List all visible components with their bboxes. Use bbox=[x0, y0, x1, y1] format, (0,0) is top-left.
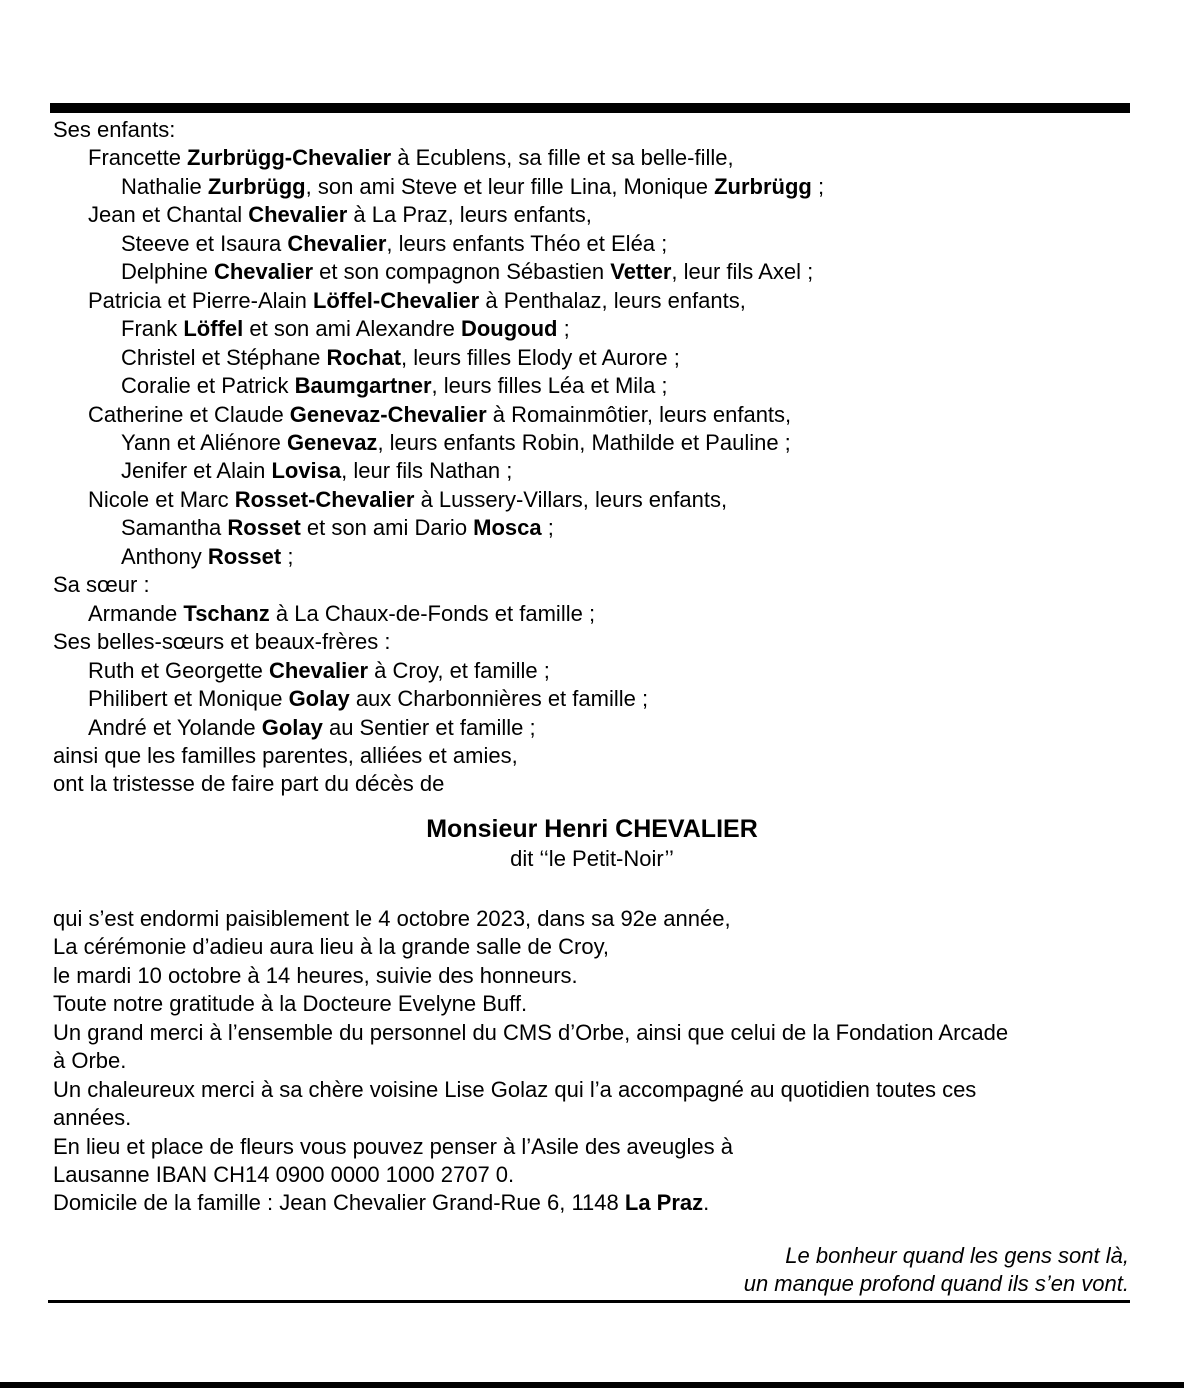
text-line bbox=[53, 372, 1131, 400]
text-segment: ; bbox=[557, 316, 570, 342]
text-line bbox=[53, 1019, 1131, 1047]
text-segment: Genevaz bbox=[286, 429, 378, 455]
text-segment: Catherine et Claude bbox=[88, 401, 290, 427]
text-line bbox=[53, 905, 1131, 933]
text-segment: Un chaleureux merci à sa chère voisine Lise Golaz qui l’a accompagné au quotidien toutes ces bbox=[53, 1076, 977, 1102]
text-segment: Le bonheur quand les gens sont là, bbox=[785, 1242, 1129, 1268]
obituary-content bbox=[53, 116, 1131, 1299]
text-segment: Toute notre gratitude à la Docteure Evelyne Buff. bbox=[53, 991, 528, 1017]
text-segment: ainsi que les familles parentes, alliées et amies, bbox=[53, 742, 518, 768]
text-segment: Rosset-Chevalier bbox=[234, 486, 415, 512]
text-segment: à Ecublens, sa fille et sa belle-fille, bbox=[391, 145, 734, 171]
text-segment: Sa sœur : bbox=[53, 572, 150, 598]
text-line bbox=[53, 116, 1131, 144]
text-segment: à La Praz, leurs enfants, bbox=[347, 202, 592, 228]
text-segment: Golay bbox=[261, 714, 323, 740]
text-line bbox=[53, 657, 1131, 685]
text-line bbox=[53, 742, 1131, 770]
text-line bbox=[53, 201, 1131, 229]
text-segment: aux Charbonnières et famille ; bbox=[349, 686, 649, 712]
text-line bbox=[53, 315, 1131, 343]
text-segment: Lausanne IBAN CH14 0900 0000 1000 2707 0. bbox=[53, 1161, 515, 1187]
text-line bbox=[53, 344, 1131, 372]
family-list bbox=[53, 116, 1131, 799]
text-segment: Anthony bbox=[121, 543, 208, 569]
text-segment: Baumgartner bbox=[294, 373, 432, 399]
text-segment: ; bbox=[281, 543, 294, 569]
text-segment: Chevalier bbox=[248, 202, 348, 228]
text-segment: En lieu et place de fleurs vous pouvez penser à l’Asile des aveugles à bbox=[53, 1133, 733, 1159]
text-segment: et son ami Dario bbox=[300, 515, 474, 541]
quote-block bbox=[53, 1242, 1131, 1299]
text-segment: Frank bbox=[121, 316, 184, 342]
text-segment: Chevalier bbox=[269, 657, 369, 683]
text-segment: Genevaz-Chevalier bbox=[289, 401, 487, 427]
text-segment: Un grand merci à l’ensemble du personnel du CMS d’Orbe, ainsi que celui de la Fondation Arcade bbox=[53, 1019, 1009, 1045]
text-line bbox=[53, 962, 1131, 990]
text-segment: à Penthalaz, leurs enfants, bbox=[479, 287, 746, 313]
text-segment: Lovisa bbox=[271, 458, 342, 484]
text-segment: Nathalie bbox=[121, 173, 208, 199]
text-line bbox=[53, 685, 1131, 713]
text-segment: Mosca bbox=[473, 515, 542, 541]
text-segment: Christel et Stéphane bbox=[121, 344, 327, 370]
text-segment: Löffel-Chevalier bbox=[312, 287, 480, 313]
text-segment: Ses belles-sœurs et beaux-frères : bbox=[53, 629, 391, 655]
text-segment: Tschanz bbox=[183, 600, 270, 626]
text-segment: et son compagnon Sébastien bbox=[313, 259, 611, 285]
text-line bbox=[53, 230, 1131, 258]
text-line bbox=[53, 1189, 1131, 1217]
text-line bbox=[53, 1047, 1131, 1075]
text-segment: à Croy, et famille ; bbox=[368, 657, 550, 683]
text-segment: le mardi 10 octobre à 14 heures, suivie des honneurs. bbox=[53, 962, 578, 988]
text-line bbox=[53, 144, 1131, 172]
text-segment: Francette bbox=[88, 145, 188, 171]
text-segment: Domicile de la famille : Jean Chevalier Grand-Rue 6, 1148 bbox=[53, 1190, 625, 1216]
text-segment: Jean et Chantal bbox=[88, 202, 249, 228]
text-segment: Rosset bbox=[207, 543, 282, 569]
page-bottom-edge-bar bbox=[0, 1382, 1184, 1388]
text-segment: au Sentier et famille ; bbox=[322, 714, 536, 740]
text-line bbox=[53, 628, 1131, 656]
text-line bbox=[53, 514, 1131, 542]
text-segment: Philibert et Monique bbox=[88, 686, 289, 712]
text-segment: qui s’est endormi paisiblement le 4 octobre 2023, dans sa 92e année, bbox=[53, 905, 731, 931]
text-line bbox=[53, 173, 1131, 201]
announcement-block bbox=[53, 905, 1131, 1218]
text-line bbox=[53, 1104, 1131, 1132]
text-line bbox=[53, 1076, 1131, 1104]
text-segment: Delphine bbox=[121, 259, 214, 285]
text-line bbox=[53, 258, 1131, 286]
text-segment: à Orbe. bbox=[53, 1048, 127, 1074]
deceased-name: Monsieur Henri CHEVALIER bbox=[426, 814, 758, 843]
text-line bbox=[53, 287, 1131, 315]
footer-separator-line bbox=[48, 1300, 1130, 1303]
text-segment: à La Chaux-de-Fonds et famille ; bbox=[269, 600, 596, 626]
text-segment: Ses enfants: bbox=[53, 117, 176, 142]
text-segment: Chevalier bbox=[287, 230, 387, 256]
top-divider-bar bbox=[50, 103, 1130, 113]
text-line bbox=[53, 1161, 1131, 1189]
text-segment: Yann et Aliénore bbox=[121, 429, 287, 455]
text-segment: Nicole et Marc bbox=[88, 486, 235, 512]
text-line bbox=[53, 990, 1131, 1018]
text-segment: Steeve et Isaura bbox=[121, 230, 288, 256]
text-line bbox=[53, 1270, 1129, 1299]
text-segment: Dougoud bbox=[460, 316, 558, 342]
text-line bbox=[53, 429, 1131, 457]
text-line bbox=[53, 933, 1131, 961]
text-segment: , leurs filles Léa et Mila ; bbox=[431, 373, 668, 399]
text-line bbox=[53, 1133, 1131, 1161]
text-segment: , leurs filles Elody et Aurore ; bbox=[401, 344, 680, 370]
text-segment: La Praz bbox=[624, 1190, 704, 1216]
deceased-nickname: dit ‘‘le Petit-Noir’’ bbox=[510, 845, 674, 871]
text-segment: Armande bbox=[88, 600, 184, 626]
text-segment: ; bbox=[541, 515, 554, 541]
text-segment: , leurs enfants Robin, Mathilde et Pauline ; bbox=[377, 429, 791, 455]
text-segment: Zurbrügg bbox=[714, 173, 812, 199]
text-segment: , son ami Steve et leur fille Lina, Monique bbox=[305, 173, 715, 199]
text-segment: un manque profond quand ils s’en vont. bbox=[743, 1271, 1129, 1297]
text-line bbox=[53, 486, 1131, 514]
text-segment: . bbox=[703, 1190, 710, 1216]
text-line bbox=[53, 714, 1131, 742]
text-segment: Rosset bbox=[227, 515, 301, 541]
text-segment: Ruth et Georgette bbox=[88, 657, 269, 683]
text-line bbox=[53, 1242, 1129, 1271]
text-segment: Zurbrügg bbox=[207, 173, 306, 199]
text-segment: à Romainmôtier, leurs enfants, bbox=[486, 401, 792, 427]
text-line bbox=[53, 457, 1131, 485]
text-segment: Rochat bbox=[326, 344, 402, 370]
text-segment: , leur fils Axel ; bbox=[671, 259, 814, 285]
text-segment: Coralie et Patrick bbox=[121, 373, 295, 399]
text-segment: Samantha bbox=[121, 515, 228, 541]
text-segment: ; bbox=[811, 173, 825, 199]
text-segment: et son ami Alexandre bbox=[243, 316, 461, 342]
text-segment: Patricia et Pierre-Alain bbox=[88, 287, 313, 313]
text-segment: à Lussery-Villars, leurs enfants, bbox=[414, 486, 728, 512]
text-segment: Jenifer et Alain bbox=[121, 458, 272, 484]
text-segment: Löffel bbox=[183, 316, 244, 342]
text-line bbox=[53, 600, 1131, 628]
text-segment: Golay bbox=[288, 686, 350, 712]
text-segment: , leurs enfants Théo et Eléa ; bbox=[386, 230, 668, 256]
text-segment: Zurbrügg-Chevalier bbox=[187, 145, 392, 171]
text-line bbox=[53, 770, 1131, 798]
text-segment: La cérémonie d’adieu aura lieu à la grande salle de Croy, bbox=[53, 934, 610, 960]
text-segment: Chevalier bbox=[213, 259, 314, 285]
text-segment: ont la tristesse de faire part du décès de bbox=[53, 771, 445, 797]
text-segment: André et Yolande bbox=[88, 714, 262, 740]
text-segment: , leur fils Nathan ; bbox=[341, 458, 513, 484]
text-line bbox=[53, 401, 1131, 429]
text-line bbox=[53, 571, 1131, 599]
text-segment: années. bbox=[53, 1105, 132, 1131]
text-line bbox=[53, 543, 1131, 571]
text-segment: Vetter bbox=[610, 259, 672, 285]
